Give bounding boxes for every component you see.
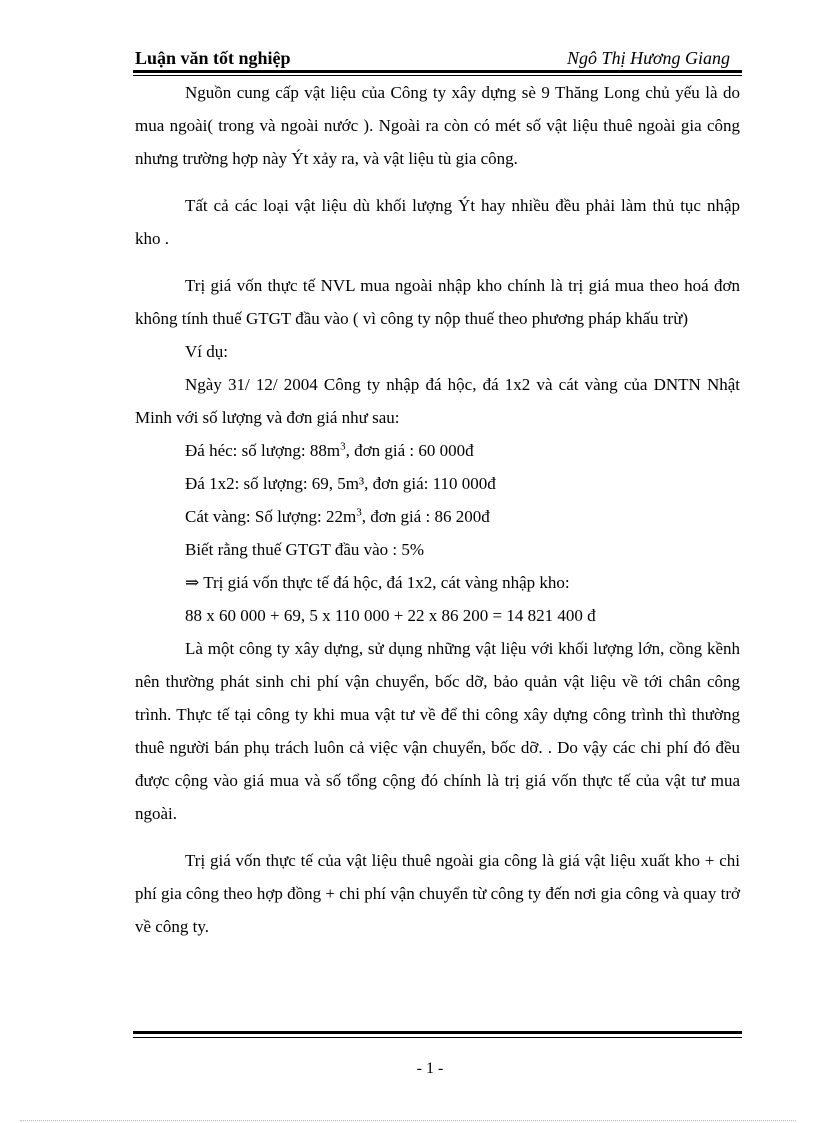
list-item-stone-1x2: Đá 1x2: số lượng: 69, 5m³, đơn giá: 110 000đ bbox=[185, 474, 496, 493]
footer-rule-thin bbox=[133, 1037, 742, 1038]
list-item-rock bbox=[135, 434, 740, 467]
paragraph-purchase-cost: Trị giá vốn thực tế NVL mua ngoài nhập kho chính là trị giá mua theo hoá đơn không tính thuế GTGT đầu vào ( vì công ty nộp thuế theo phương pháp khấu trừ) bbox=[135, 276, 740, 328]
superscript-3: 3 bbox=[356, 506, 362, 519]
paragraph-warehouse-procedure: Tất cả các loại vật liệu dù khối lượng Ýt hay nhiều đều phải làm thủ tục nhập kho . bbox=[135, 196, 740, 248]
superscript-3: 3 bbox=[340, 440, 346, 453]
list-item-sand-price: , đơn giá : 86 200đ bbox=[361, 507, 490, 526]
header-author-name: Ngô Thị Hương Giang bbox=[567, 48, 730, 68]
paragraph-transport-costs: Là một công ty xây dựng, sử dụng những vật liệu với khối lượng lớn, cồng kềnh nên thường phát sinh chi phí vận chuyển, bốc dỡ, bảo quản vật liệu về tới chân công trình. Thực tế tại công ty khi mua vật tư về để thi công xây dựng công trình thì thường thuê người bán phụ trách luôn cả việc vận chuyển, bốc dỡ. . Do vậy các chi phí đó đều được cộng vào giá mua và số tổng cộng đó chính là trị giá vốn thực tế của vật tư mua ngoài. bbox=[135, 639, 740, 823]
list-item-sand bbox=[135, 500, 740, 533]
list-item-sand-text: Cát vàng: Số lượng: 22m bbox=[185, 507, 357, 526]
list-item-rock-price: , đơn giá : 60 000đ bbox=[345, 441, 474, 460]
document-body bbox=[135, 76, 740, 943]
header-rule-thick bbox=[133, 70, 742, 73]
header-thesis-title: Luận văn tốt nghiệp bbox=[135, 48, 291, 68]
conclusion-text: Trị giá vốn thực tế đá hộc, đá 1x2, cát vàng nhập kho: bbox=[199, 573, 570, 592]
list-item-vat: Biết rằng thuế GTGT đầu vào : 5% bbox=[185, 540, 425, 559]
paragraph-material-sources: Nguồn cung cấp vật liệu của Công ty xây dựng sè 9 Thăng Long chủ yếu là do mua ngoài( trong và ngoài nước ). Ngoài ra còn có mét số vật liệu thuê ngoài gia công nhưng trường hợp này Ýt xảy ra, và vật liệu tù gia công. bbox=[135, 83, 740, 168]
cost-formula: 88 x 60 000 + 69, 5 x 110 000 + 22 x 86 200 = 14 821 400 đ bbox=[185, 606, 596, 625]
page-header bbox=[135, 48, 740, 70]
conclusion-line bbox=[135, 566, 740, 599]
page-boundary bbox=[20, 1120, 796, 1121]
paragraph-example-intro: Ngày 31/ 12/ 2004 Công ty nhập đá hộc, đá 1x2 và cát vàng của DNTN Nhật Minh với số lượng và đơn giá như sau: bbox=[135, 375, 740, 427]
list-item-rock-text: Đá héc: số lượng: 88m bbox=[185, 441, 341, 460]
implies-arrow-icon: ⇒ bbox=[185, 573, 200, 592]
paragraph-outsourced-processing: Trị giá vốn thực tế của vật liệu thuê ngoài gia công là giá vật liệu xuất kho + chi phí gia công theo hợp đồng + chi phí vận chuyển từ công ty đến nơi gia công và quay trở về công ty. bbox=[135, 851, 740, 936]
footer-rule-thick bbox=[133, 1031, 742, 1034]
example-label: Ví dụ: bbox=[185, 342, 228, 361]
page-number: - 1 - bbox=[416, 1060, 444, 1077]
